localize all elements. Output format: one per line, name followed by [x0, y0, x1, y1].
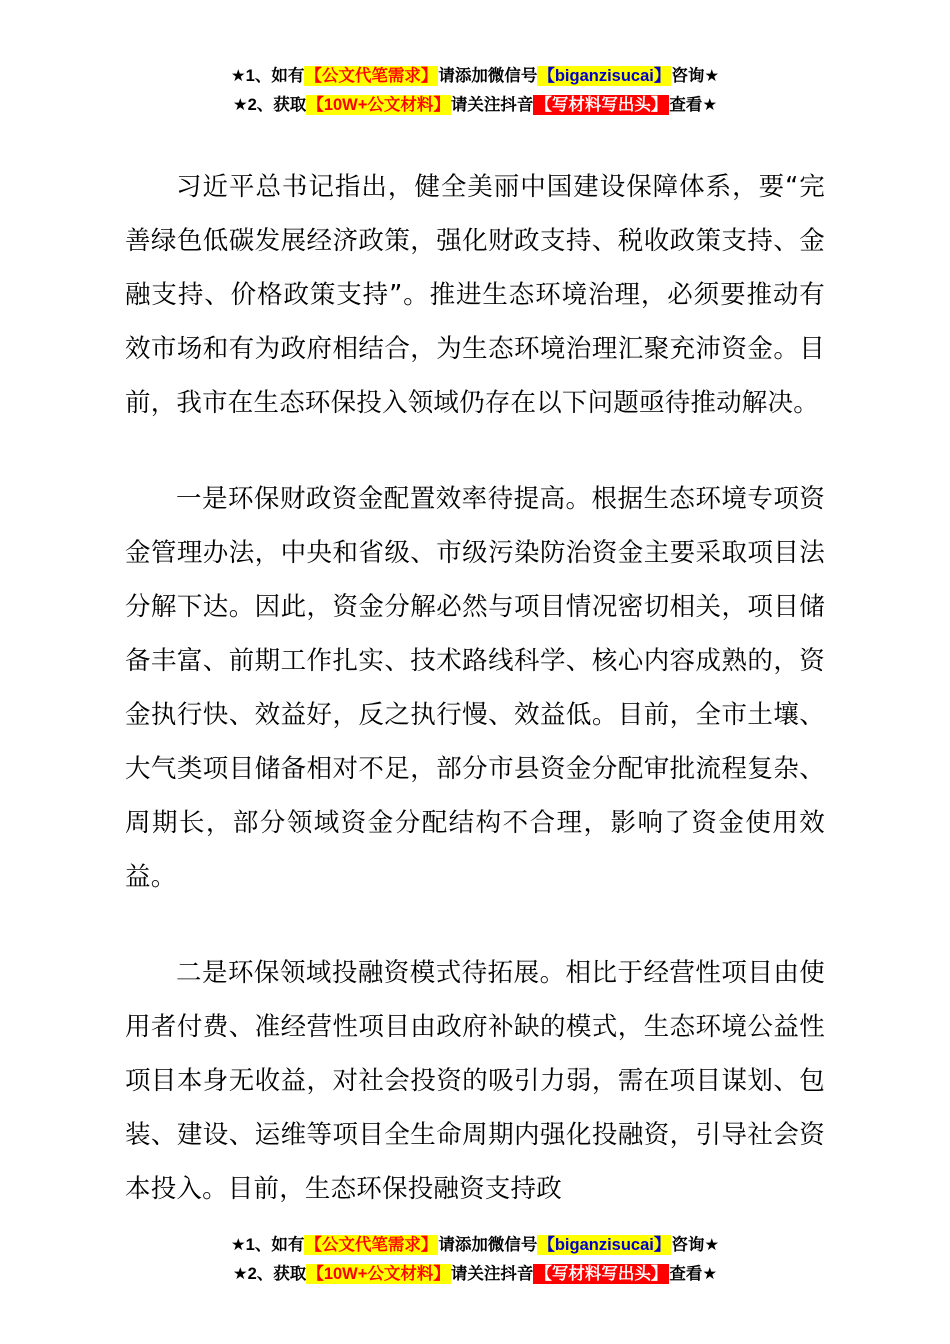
document-body — [125, 160, 825, 1216]
promo-bottom-line-2-tag-2: 【写材料写出头】 — [535, 1265, 668, 1284]
promo-banner-bottom — [0, 1231, 950, 1289]
promo-top-line-2-suffix: 查看 — [669, 95, 703, 114]
promo-bottom-line-1 — [0, 1231, 950, 1260]
promo-top-line-2-tag-1: 【10W+公文材料】 — [307, 95, 450, 114]
promo-top-line-2-star-right: ★ — [702, 95, 718, 114]
promo-bottom-line-1-prefix: 1、如有 — [245, 1236, 305, 1255]
promo-top-line-1-star-left: ★ — [230, 67, 246, 85]
promo-bottom-line-1-star-left: ★ — [230, 1236, 246, 1255]
promo-top-line-1-prefix: 1、如有 — [245, 67, 305, 85]
promo-bottom-line-2-star-right: ★ — [702, 1265, 718, 1284]
promo-bottom-line-1-star-right: ★ — [704, 1236, 720, 1255]
promo-bottom-line-1-tag-1: 【公文代笔需求】 — [305, 1236, 438, 1255]
promo-top-line-1-tag-2: 【biganzisucai】 — [538, 67, 671, 85]
promo-bottom-line-1-tag-2: 【biganzisucai】 — [538, 1236, 671, 1255]
paragraph-2: 一是环保财政资金配置效率待提高。根据生态环境专项资金管理办法，中央和省级、市级污染防治资金主要采取项目法分解下达。因此，资金分解必然与项目情况密切相关，项目储备丰富、前期工作扎实、技术路线科学、核心内容成熟的，资金执行快、效益好，反之执行慢、效益低。目前，全市土壤、大气类项目储备相对不足，部分市县资金分配审批流程复杂、周期长，部分领域资金分配结构不合理，影响了资金使用效益。 — [125, 484, 825, 892]
promo-top-line-1-middle: 请添加微信号 — [438, 67, 538, 85]
promo-top-line-2-middle: 请关注抖音 — [450, 95, 534, 114]
promo-bottom-line-1-suffix: 咨询 — [671, 1236, 705, 1255]
promo-top-line-2-tag-2: 【写材料写出头】 — [535, 95, 668, 114]
paragraph-3: 二是环保领域投融资模式待拓展。相比于经营性项目由使用者付费、准经营性项目由政府补缺的模式，生态环境公益性项目本身无收益，对社会投资的吸引力弱，需在项目谋划、包装、建设、运维等项目全生命周期内强化投融资，引导社会资本投入。目前，生态环保投融资支持政 — [125, 958, 825, 1204]
promo-top-line-1-star-right: ★ — [704, 67, 720, 85]
promo-top-line-1 — [0, 62, 950, 91]
promo-top-line-2-prefix: 2、获取 — [247, 95, 307, 114]
promo-bottom-line-2-prefix: 2、获取 — [247, 1265, 307, 1284]
promo-top-line-1-suffix: 咨询 — [671, 67, 705, 85]
promo-top-line-1-tag-1: 【公文代笔需求】 — [305, 67, 438, 85]
promo-bottom-line-1-middle: 请添加微信号 — [438, 1236, 538, 1255]
paragraph-1: 习近平总书记指出，健全美丽中国建设保障体系，要“完善绿色低碳发展经济政策，强化财政支持、税收政策支持、金融支持、价格政策支持”。推进生态环境治理，必须要推动有效市场和有为政府相结合，为生态环境治理汇聚充沛资金。目前，我市在生态环保投入领域仍存在以下问题亟待推动解决。 — [125, 172, 825, 418]
promo-top-line-2-star-left: ★ — [232, 95, 248, 114]
promo-bottom-line-2-star-left: ★ — [232, 1265, 248, 1284]
promo-bottom-line-2 — [0, 1260, 950, 1289]
promo-bottom-line-2-middle: 请关注抖音 — [450, 1265, 534, 1284]
promo-bottom-line-2-suffix: 查看 — [669, 1265, 703, 1284]
promo-top-line-2 — [0, 91, 950, 120]
promo-bottom-line-2-tag-1: 【10W+公文材料】 — [307, 1265, 450, 1284]
promo-banner-top — [0, 62, 950, 120]
